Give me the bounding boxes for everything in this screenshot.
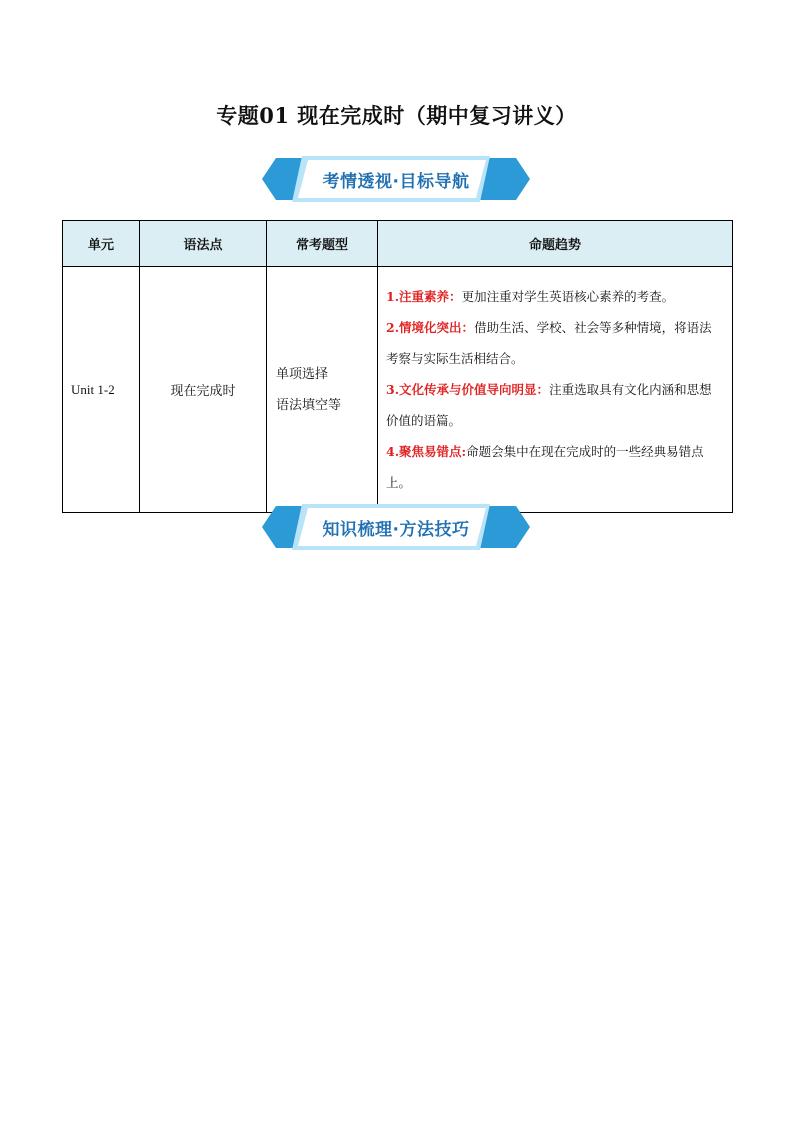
trend-label: 3.文化传承与价值导向明显： xyxy=(386,382,550,397)
trend-item xyxy=(386,281,722,312)
table-row xyxy=(63,267,733,513)
cell-unit: Unit 1-2 xyxy=(63,267,140,513)
header-unit: 单元 xyxy=(63,221,140,267)
trend-text: 命题会集中在现在完成时的一些经典易错点上。 xyxy=(386,444,704,490)
banner-label: 知识梳理·方法技巧 xyxy=(322,519,470,540)
cell-trends xyxy=(378,267,733,513)
section-banner-exam-overview xyxy=(262,156,530,202)
cell-grammar-point: 现在完成时 xyxy=(140,267,267,513)
page-title: 专题01 现在完成时（期中复习讲义） xyxy=(216,103,577,128)
cell-question-types xyxy=(267,267,378,513)
trend-label: 2.情境化突出： xyxy=(386,320,475,335)
table-header-row xyxy=(63,221,733,267)
section-banner-knowledge-methods xyxy=(262,504,530,550)
trend-label: 4.聚焦易错点: xyxy=(386,444,467,459)
trend-text: 注重选取具有文化内涵和思想价值的语篇。 xyxy=(386,382,712,428)
header-trends: 命题趋势 xyxy=(378,221,733,267)
header-question-types: 常考题型 xyxy=(267,221,378,267)
question-type-item: 单项选择 xyxy=(276,366,329,382)
question-type-item: 语法填空等 xyxy=(276,397,342,413)
trend-item xyxy=(386,436,722,498)
trend-item xyxy=(386,312,722,374)
header-grammar-point: 语法点 xyxy=(140,221,267,267)
exam-analysis-table xyxy=(62,220,733,513)
trend-text: 更加注重对学生英语核心素养的考查。 xyxy=(461,289,675,304)
banner-label: 考情透视·目标导航 xyxy=(322,171,470,192)
trend-text: 借助生活、学校、社会等多种情境，将语法考察与实际生活相结合。 xyxy=(386,320,712,366)
trend-label: 1.注重素养： xyxy=(386,289,462,304)
trend-item xyxy=(386,374,722,436)
